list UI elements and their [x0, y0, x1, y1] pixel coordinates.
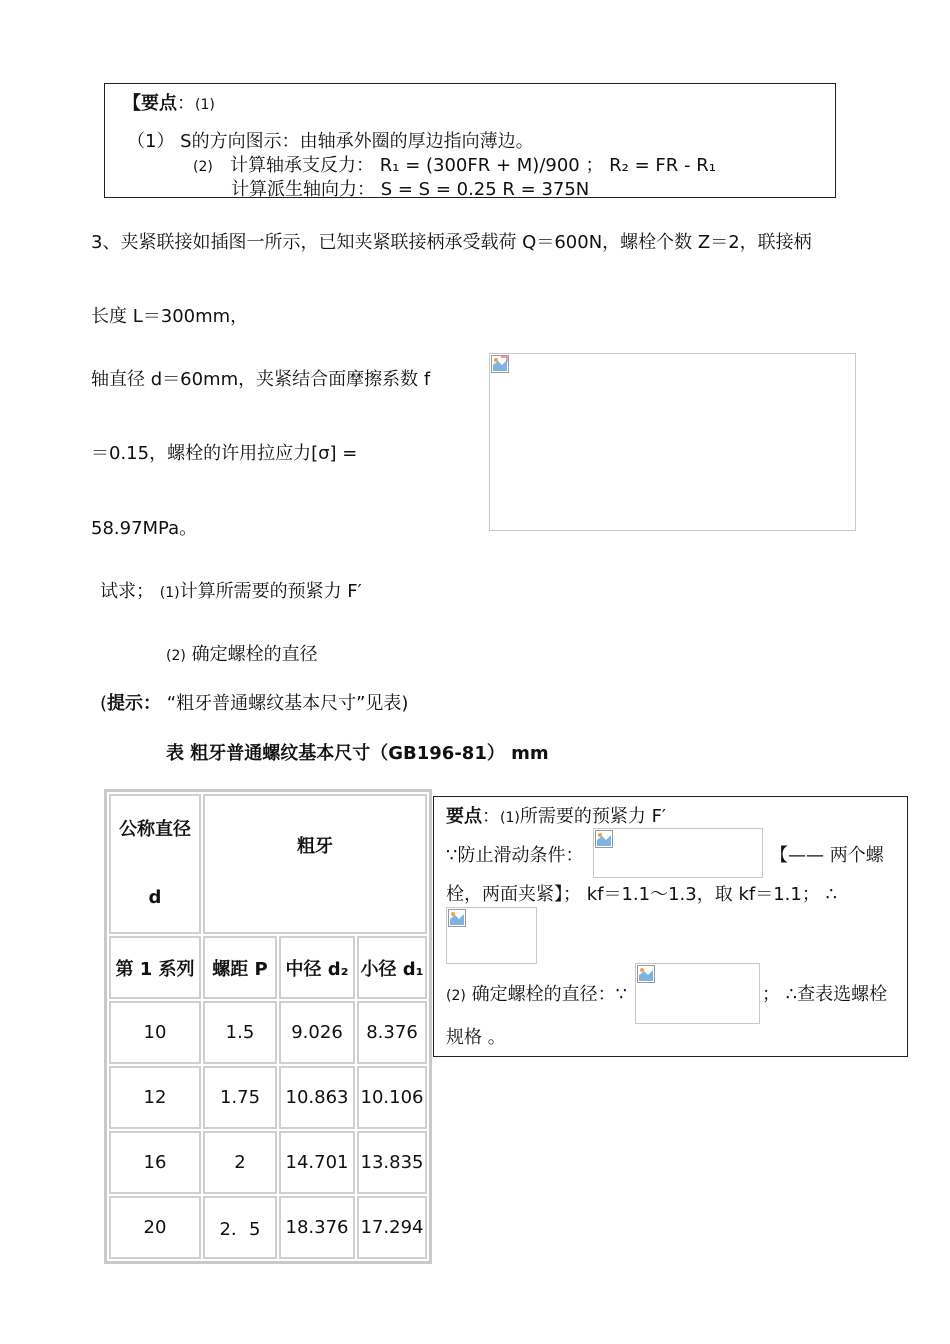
friction-condition-formula-image — [593, 828, 763, 878]
cell-nominal: 20 — [109, 1196, 201, 1259]
answer-2-text: 确定螺栓的直径：∵ — [465, 984, 628, 1005]
header-nominal-diameter — [109, 794, 201, 934]
table-row — [109, 1196, 427, 1259]
key-points-heading — [123, 92, 215, 117]
cell-minor: 8.376 — [357, 1001, 427, 1064]
answer-line-4-suffix: ； ∴查表选螺栓 — [762, 984, 888, 1005]
header-coarse: 粗牙 — [203, 794, 427, 934]
question-1-text: 计算所需要的预紧力 F′ — [179, 581, 362, 602]
question-2-number: (2) — [166, 648, 186, 664]
key-points-box — [104, 83, 836, 198]
problem-line-2: 长度 L＝300mm， — [91, 306, 249, 327]
answer-line-5: 规格 。 — [446, 1027, 506, 1048]
cell-minor: 17.294 — [357, 1196, 427, 1259]
question-1-number: (1) — [159, 585, 180, 601]
heading-colon: ： — [177, 93, 195, 114]
preload-formula-image — [446, 907, 537, 964]
cell-pitch: 2 — [203, 1131, 277, 1194]
cell-minor: 13.835 — [357, 1131, 427, 1194]
header-nominal-label: 公称直径 — [119, 819, 191, 840]
broken-image-icon — [595, 830, 613, 848]
answer-line-1 — [446, 805, 666, 830]
header-pitch: 螺距 P — [203, 936, 277, 999]
answer-line-3: 栓，两面夹紧】； kf＝1.1～1.3，取 kf＝1.1； ∴ — [446, 884, 838, 905]
cell-mid: 9.026 — [279, 1001, 355, 1064]
header-nominal-d: d — [148, 887, 162, 908]
figure-1-image — [489, 353, 856, 531]
answer-1-number: (1) — [500, 810, 520, 826]
answer-line-2: ∵防止滑动条件： — [446, 845, 584, 866]
key-point-2 — [193, 154, 716, 179]
question-2-text: 确定螺栓的直径 — [185, 644, 318, 665]
heading-number: (1) — [195, 97, 215, 113]
table-caption: 表 粗牙普通螺纹基本尺寸（GB196-81） mm — [166, 743, 549, 764]
header-mid-diameter: 中径 d₂ — [279, 936, 355, 999]
hint-text: “粗牙普通螺纹基本尺寸”见表) — [161, 693, 409, 714]
header-series: 第 1 系列 — [109, 936, 201, 999]
broken-image-icon — [448, 909, 466, 927]
key-point-2-formula: R₁ = (300FR + M)/900 ； R₂ = FR - R₁ — [379, 155, 716, 176]
hint-paren: ( — [100, 693, 108, 714]
table-header-row-1 — [109, 794, 427, 934]
answer-1-text: 所需要的预紧力 F′ — [519, 806, 667, 827]
cell-pitch: 2．5 — [203, 1196, 277, 1259]
key-point-2-number: (2) — [193, 159, 213, 175]
table-row — [109, 1131, 427, 1194]
problem-line-5: 58.97MPa。 — [91, 518, 198, 539]
cell-mid: 10.863 — [279, 1066, 355, 1129]
answer-colon: ： — [482, 806, 500, 827]
cell-pitch: 1.75 — [203, 1066, 277, 1129]
answer-heading: 要点 — [446, 806, 482, 827]
broken-image-icon — [491, 355, 509, 373]
cell-nominal: 12 — [109, 1066, 201, 1129]
diameter-formula-image — [635, 963, 760, 1024]
key-point-3: 计算派生轴向力： S = S = 0.25 R = 375N — [231, 179, 590, 198]
answer-line-2-note: 【—— 两个螺 — [770, 845, 884, 866]
key-point-2-text: 计算轴承支反力： — [230, 155, 375, 176]
broken-image-icon — [637, 965, 655, 983]
heading-label: 【要点 — [123, 93, 177, 114]
answer-line-4 — [446, 983, 627, 1008]
cell-nominal: 10 — [109, 1001, 201, 1064]
header-minor-diameter: 小径 d₁ — [357, 936, 427, 999]
question-2 — [166, 643, 318, 668]
cell-mid: 18.376 — [279, 1196, 355, 1259]
hint-line — [100, 692, 408, 716]
question-1 — [100, 580, 362, 605]
cell-mid: 14.701 — [279, 1131, 355, 1194]
hint-label: 提示： — [107, 693, 162, 714]
cell-nominal: 16 — [109, 1131, 201, 1194]
cell-pitch: 1.5 — [203, 1001, 277, 1064]
key-point-1: （1） S的方向图示：由轴承外圈的厚边指向薄边。 — [127, 131, 534, 152]
table-row — [109, 1001, 427, 1064]
problem-line-1: 3、夹紧联接如插图一所示，已知夹紧联接柄承受载荷 Q＝600N，螺栓个数 Z＝2，联接柄 — [91, 232, 812, 253]
answer-2-number: (2) — [446, 988, 466, 1004]
table-header-row-2 — [109, 936, 427, 999]
problem-line-4: ＝0.15，螺栓的许用拉应力[σ] = — [91, 443, 358, 464]
table-row — [109, 1066, 427, 1129]
cell-minor: 10.106 — [357, 1066, 427, 1129]
answer-box — [433, 796, 908, 1057]
thread-size-table — [104, 789, 432, 1264]
problem-line-3: 轴直径 d＝60mm，夹紧结合面摩擦系数 f — [91, 369, 431, 390]
question-prefix: 试求； — [100, 581, 154, 602]
